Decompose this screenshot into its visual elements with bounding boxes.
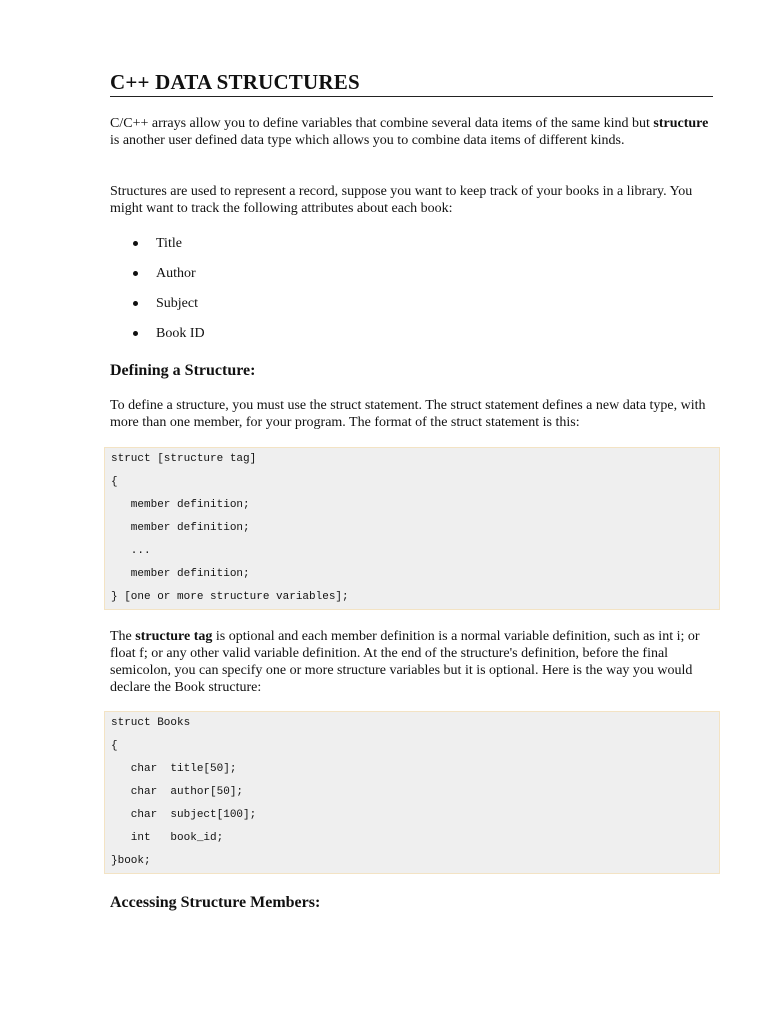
- records-paragraph: Structures are used to represent a record, suppose you want to keep track of your books in a library. You might want to track the following attributes about each book:: [110, 184, 693, 216]
- list-item-label: Subject: [156, 296, 198, 311]
- explanation-text-part1: The: [110, 629, 136, 644]
- explanation-bold-term: structure tag: [135, 629, 213, 644]
- code-block-books-struct: [104, 711, 720, 874]
- section-heading-accessing: Accessing Structure Members:: [110, 894, 321, 911]
- defining-paragraph: To define a structure, you must use the struct statement. The struct statement defines a new data type, with more than one member, for your program. The format of the struct statement is this:: [110, 398, 706, 430]
- code-line: {: [111, 740, 118, 752]
- code-line: struct Books: [111, 717, 191, 729]
- code-line: member definition;: [111, 522, 250, 534]
- bullet-icon: [133, 271, 138, 276]
- intro-text-part2: is another user defined data type which allows you to combine data items of different kinds.: [110, 133, 625, 148]
- code-line: struct [structure tag]: [111, 453, 257, 465]
- intro-text-part1: C/C++ arrays allow you to define variables that combine several data items of the same kind but: [110, 116, 654, 131]
- code-line: ...: [111, 545, 151, 557]
- code-line: char title[50];: [111, 763, 237, 775]
- code-line: char subject[100];: [111, 809, 257, 821]
- code-line: char author[50];: [111, 786, 244, 798]
- page-title: C++ DATA STRUCTURES: [110, 68, 713, 97]
- structure-tag-paragraph: [110, 628, 720, 696]
- code-block-struct-format: [104, 447, 720, 610]
- list-item-label: Author: [156, 266, 196, 281]
- code-line: int book_id;: [111, 832, 224, 844]
- bullet-icon: [133, 301, 138, 306]
- intro-bold-term: structure: [653, 116, 709, 131]
- bullet-icon: [133, 331, 138, 336]
- code-line: } [one or more structure variables];: [111, 591, 349, 603]
- code-line: member definition;: [111, 568, 250, 580]
- code-line: {: [111, 476, 118, 488]
- section-heading-defining: Defining a Structure:: [110, 362, 256, 379]
- list-item-label: Book ID: [156, 326, 205, 341]
- intro-paragraph: [110, 115, 720, 149]
- bullet-icon: [133, 241, 138, 246]
- code-line: }book;: [111, 855, 151, 867]
- list-item-label: Title: [156, 236, 182, 251]
- code-line: member definition;: [111, 499, 250, 511]
- explanation-text-part2: is optional and each member definition is a normal variable definition, such as int i; or float f; or any other valid variable definition. At the end of the structure's definition, before the final semicolon, you can specify one or more structure variables but it is optional. Here is the way you would declare the Book structure:: [110, 629, 700, 695]
